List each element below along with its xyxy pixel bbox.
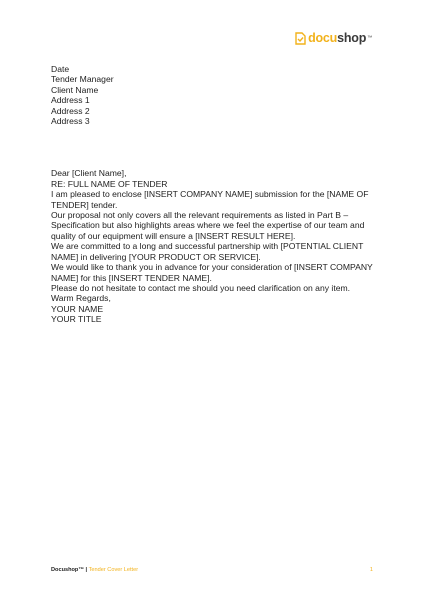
logo-trademark: ™	[367, 35, 372, 41]
paragraph-contact: Please do not hesitate to contact me should you need clarification on any item.	[51, 282, 351, 293]
footer-document-title: Tender Cover Letter	[88, 567, 139, 573]
logo-wordmark-shop: shop	[337, 31, 367, 45]
footer-brand: Docushop™	[51, 567, 84, 573]
paragraph-commitment: We are committed to a long and successful partnership with [POTENTIAL CLIENT NAME] in delivering [YOUR PRODUCT OR SERVICE].	[51, 241, 364, 262]
signature-name: YOUR NAME	[51, 303, 104, 314]
closing: Warm Regards,	[51, 293, 111, 304]
page-number: 1	[369, 567, 373, 573]
letter-date: Date	[51, 64, 70, 74]
address-line: Address 1	[51, 95, 90, 106]
document-logo-icon	[295, 32, 306, 45]
paragraph-enclosure: I am pleased to enclose [INSERT COMPANY NAME] submission for the [NAME OF TENDER] tender.	[51, 189, 369, 210]
footer-title	[51, 567, 138, 574]
paragraph-proposal: Our proposal not only covers all the relevant requirements as listed in Part B – Specification but also highlights areas where we feel the expertise of our team and quality of our equipment will ensure a [INSERT RESULT HERE].	[51, 210, 365, 241]
address-line: Client Name	[51, 84, 99, 95]
signature-title: YOUR TITLE	[51, 314, 102, 325]
logo-wordmark-docu: docu	[308, 31, 338, 45]
address-line: Tender Manager	[51, 74, 114, 85]
docushop-logo	[295, 30, 372, 46]
letter-body	[51, 64, 381, 325]
logo-wordmark	[308, 30, 372, 46]
address-line: Address 3	[51, 116, 90, 127]
salutation: Dear [Client Name],	[51, 168, 127, 179]
page-footer	[51, 567, 373, 574]
re-line: RE: FULL NAME OF TENDER	[51, 178, 168, 189]
recipient-address	[51, 74, 381, 126]
address-line: Address 2	[51, 105, 90, 116]
paragraph-thanks: We would like to thank you in advance for your consideration of [INSERT COMPANY NAME] for this [INSERT TENDER NAME].	[51, 262, 373, 283]
footer-separator: |	[83, 567, 89, 573]
